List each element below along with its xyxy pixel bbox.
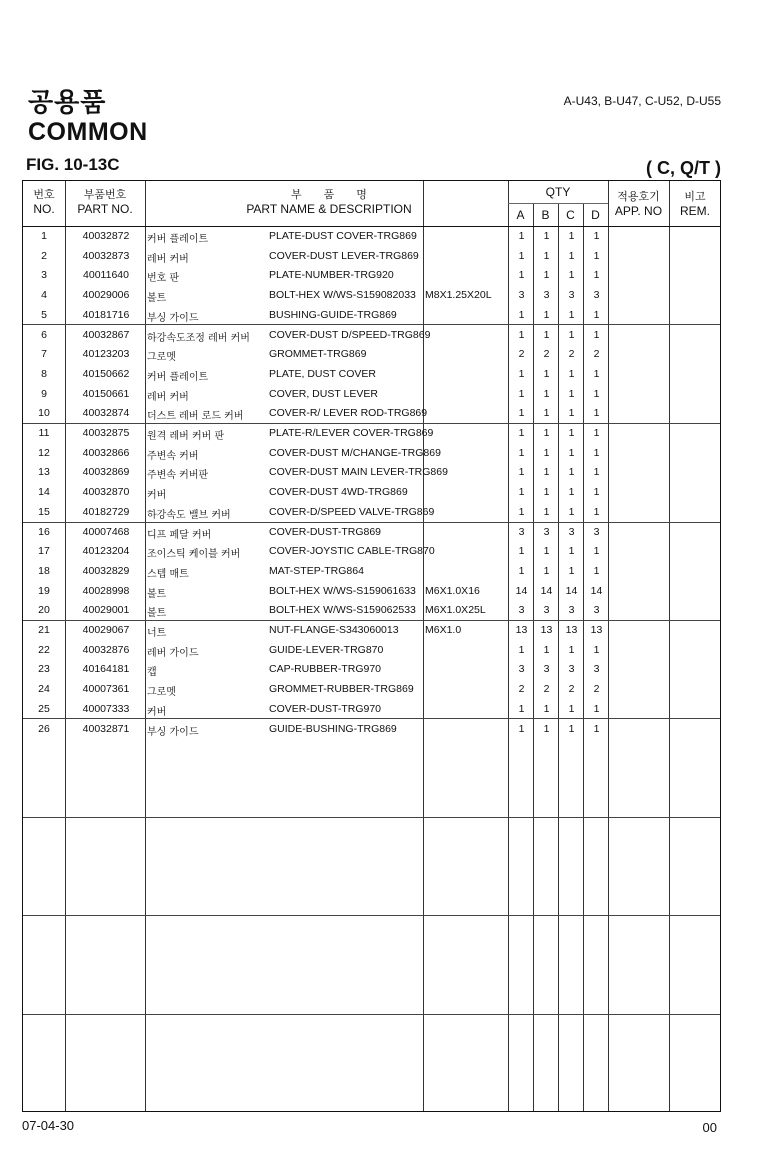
col-name-header <box>145 187 513 217</box>
cell-d: 2 <box>593 348 600 361</box>
cell-name-en: COVER-DUST-TRG970 <box>269 702 382 715</box>
cell-part: 40150662 <box>82 367 130 380</box>
cell-name-ko: 주변속 커버판 <box>147 470 209 482</box>
cell-no: 14 <box>38 486 50 499</box>
cell-a: 1 <box>518 407 525 420</box>
table-row <box>23 384 720 404</box>
cell-c: 2 <box>568 348 575 361</box>
cell-d: 1 <box>593 722 600 735</box>
table-row <box>23 344 720 364</box>
cell-part: 40007468 <box>82 525 130 538</box>
cell-name-en: COVER-JOYSTIC CABLE-TRG870 <box>269 545 435 558</box>
cell-no: 1 <box>41 230 47 242</box>
cell-b: 3 <box>543 525 550 538</box>
cell-c: 1 <box>568 505 575 518</box>
cell-part: 40164181 <box>82 663 130 676</box>
model-list: A-U43, B-U47, C-U52, D-U55 <box>563 94 721 108</box>
cell-name-ko: 하강속도 밸브 커버 <box>147 509 231 521</box>
cell-part: 40032870 <box>82 486 130 499</box>
cell-a: 1 <box>518 387 525 400</box>
cell-name-en: GROMMET-TRG869 <box>269 348 367 361</box>
cell-name-ko: 커버 <box>147 490 167 502</box>
col-app-en: APP. NO <box>614 204 663 218</box>
cell-d: 13 <box>590 624 603 636</box>
cell-part: 40181716 <box>82 308 130 321</box>
cell-no: 26 <box>38 722 50 735</box>
cell-d: 1 <box>593 387 600 400</box>
cell-name-en: CAP-RUBBER-TRG970 <box>269 663 382 676</box>
cell-b: 13 <box>540 624 553 636</box>
cell-a: 1 <box>518 269 525 282</box>
cell-no: 17 <box>38 545 50 558</box>
cell-no: 9 <box>41 387 47 400</box>
figure-number: FIG. 10-13C <box>26 155 120 174</box>
cell-name-en: COVER-DUST MAIN LEVER-TRG869 <box>269 466 448 479</box>
cell-a: 14 <box>515 584 528 597</box>
cell-a: 1 <box>518 466 525 479</box>
cell-c: 1 <box>568 722 575 735</box>
cell-name-en: PLATE-NUMBER-TRG920 <box>269 269 394 282</box>
cell-c: 14 <box>565 584 578 597</box>
table-row <box>23 285 720 305</box>
cell-c: 3 <box>568 663 575 676</box>
cell-c: 1 <box>568 643 575 656</box>
cell-c: 1 <box>568 407 575 420</box>
cell-b: 1 <box>543 466 550 479</box>
cell-no: 7 <box>41 348 47 361</box>
cell-no: 19 <box>38 584 50 597</box>
cell-name-ko: 너트 <box>147 628 167 639</box>
cell-no: 18 <box>38 564 50 577</box>
cell-a: 1 <box>518 643 525 656</box>
col-no-header <box>23 187 65 217</box>
cell-d: 2 <box>593 683 600 696</box>
cell-part: 40182729 <box>82 505 130 518</box>
cell-b: 1 <box>543 427 550 439</box>
cell-a: 1 <box>518 722 525 735</box>
cell-name-en: PLATE-DUST COVER-TRG869 <box>269 230 417 242</box>
cell-d: 1 <box>593 367 600 380</box>
cell-b: 2 <box>543 683 550 696</box>
cell-a: 1 <box>518 427 525 439</box>
cell-no: 2 <box>41 249 47 262</box>
page-title-korean: 공용품 <box>28 88 107 118</box>
cell-c: 1 <box>568 230 575 242</box>
cell-a: 1 <box>518 367 525 380</box>
cell-name-ko: 디프 페달 커버 <box>147 529 212 541</box>
cell-part: 40032873 <box>82 249 130 262</box>
cell-a: 1 <box>518 328 525 341</box>
table-row <box>23 561 720 581</box>
cell-spec: M6X1.0X25L <box>425 604 486 617</box>
cell-part: 40029067 <box>82 624 130 636</box>
cell-name-ko: 볼트 <box>147 588 167 600</box>
cell-c: 1 <box>568 702 575 715</box>
table-row <box>23 699 720 719</box>
cell-part: 40032871 <box>82 722 130 735</box>
cell-no: 22 <box>38 643 50 656</box>
cell-c: 1 <box>568 466 575 479</box>
cell-part: 40032869 <box>82 466 130 479</box>
cell-name-ko: 레버 커버 <box>147 253 189 265</box>
cell-name-ko: 커버 <box>147 706 167 718</box>
table-row <box>23 265 720 285</box>
cell-d: 1 <box>593 328 600 341</box>
cell-name-en: COVER-DUST LEVER-TRG869 <box>269 249 419 262</box>
cell-c: 1 <box>568 427 575 439</box>
cell-name-en: GUIDE-BUSHING-TRG869 <box>269 722 397 735</box>
cell-d: 3 <box>593 663 600 676</box>
cell-a: 1 <box>518 505 525 518</box>
cell-no: 24 <box>38 683 50 696</box>
cell-c: 13 <box>565 624 578 636</box>
cell-a: 2 <box>518 683 525 696</box>
cell-spec: M6X1.0 <box>425 624 462 636</box>
table-row <box>23 482 720 502</box>
cell-c: 1 <box>568 486 575 499</box>
cell-part: 40032875 <box>82 427 130 439</box>
table-row <box>23 659 720 679</box>
cell-b: 1 <box>543 545 550 558</box>
cell-name-en: BUSHING-GUIDE-TRG869 <box>269 308 397 321</box>
cell-name-ko: 하강속도조정 레버 커버 <box>147 332 250 344</box>
cell-b: 3 <box>543 604 550 617</box>
cell-d: 1 <box>593 564 600 577</box>
cell-part: 40011640 <box>83 269 129 282</box>
cell-c: 1 <box>568 367 575 380</box>
cell-d: 1 <box>593 643 600 656</box>
cell-name-en: COVER-DUST 4WD-TRG869 <box>269 486 408 499</box>
footer-date: 07-04-30 <box>22 1118 75 1133</box>
cell-name-en: BOLT-HEX W/WS-S159061633 <box>269 584 416 597</box>
cell-c: 3 <box>568 289 575 302</box>
cell-b: 1 <box>543 446 550 459</box>
cell-a: 3 <box>518 525 525 538</box>
table-row <box>23 719 720 739</box>
cell-d: 1 <box>593 545 600 558</box>
col-qty-a: A <box>516 208 525 222</box>
table-row <box>23 640 720 660</box>
cell-part: 40123203 <box>82 348 130 361</box>
cell-d: 1 <box>593 407 600 420</box>
cell-b: 14 <box>540 584 553 597</box>
cell-name-ko: 부싱 가이드 <box>147 726 199 738</box>
cell-b: 1 <box>543 230 550 242</box>
cell-d: 14 <box>590 584 603 597</box>
cell-a: 3 <box>518 289 525 302</box>
col-no-en: NO. <box>33 202 55 216</box>
col-app-ko: 적용호기 <box>617 190 660 203</box>
col-part-ko: 부품번호 <box>83 188 127 201</box>
cell-d: 3 <box>593 604 600 617</box>
cell-name-ko: 주변속 커버 <box>147 450 199 462</box>
col-qty-c: C <box>566 208 575 222</box>
cell-a: 1 <box>518 446 525 459</box>
cell-d: 1 <box>593 505 600 518</box>
cell-d: 3 <box>593 289 600 302</box>
cell-spec: M6X1.0X16 <box>425 584 480 597</box>
cell-c: 1 <box>568 545 575 558</box>
col-qty-header: QTY <box>545 185 571 199</box>
cell-name-ko: 조이스틱 케이블 커버 <box>147 549 241 561</box>
cell-name-ko: 볼트 <box>147 293 167 305</box>
table-row <box>23 581 720 601</box>
cell-c: 3 <box>568 525 575 538</box>
cell-part: 40032872 <box>82 230 130 242</box>
cell-no: 23 <box>38 663 50 676</box>
cell-d: 1 <box>593 427 600 439</box>
cell-a: 13 <box>515 624 528 636</box>
cell-no: 20 <box>38 604 50 617</box>
cell-name-ko: 그로멧 <box>147 352 176 364</box>
cell-name-en: COVER-D/SPEED VALVE-TRG869 <box>269 505 435 518</box>
col-name-ko: 부 품 명 <box>291 188 367 201</box>
cell-a: 1 <box>518 308 525 321</box>
table-row <box>23 679 720 699</box>
cell-d: 1 <box>593 466 600 479</box>
cell-no: 12 <box>38 446 50 459</box>
cell-d: 1 <box>593 446 600 459</box>
cell-no: 13 <box>38 466 50 479</box>
cell-part: 40150661 <box>82 387 130 400</box>
cell-b: 1 <box>543 643 550 656</box>
col-name-en: PART NAME & DESCRIPTION <box>246 202 412 216</box>
cell-name-ko: 레버 커버 <box>147 391 189 403</box>
cell-b: 1 <box>543 249 550 262</box>
cell-c: 1 <box>568 249 575 262</box>
cell-b: 1 <box>543 702 550 715</box>
cell-a: 1 <box>518 702 525 715</box>
cell-name-ko: 번호 판 <box>147 273 180 285</box>
table-row <box>23 305 720 325</box>
cell-name-ko: 그로멧 <box>147 687 176 699</box>
cell-part: 40032867 <box>82 328 130 341</box>
table-row <box>23 502 720 522</box>
cell-c: 1 <box>568 328 575 341</box>
cell-b: 1 <box>543 564 550 577</box>
table-row <box>23 403 720 423</box>
cell-no: 21 <box>38 624 50 636</box>
cell-no: 25 <box>38 702 50 715</box>
col-rem-header <box>669 189 721 219</box>
col-rem-en: REM. <box>680 204 710 218</box>
cell-c: 1 <box>568 446 575 459</box>
page-number: 00 <box>702 1120 717 1135</box>
cell-name-ko: 더스트 레버 로드 커버 <box>147 411 244 423</box>
table-row <box>23 541 720 561</box>
cell-name-ko: 캡 <box>147 667 157 679</box>
cell-name-en: COVER-DUST M/CHANGE-TRG869 <box>269 446 441 459</box>
cell-part: 40028998 <box>82 584 130 597</box>
cell-no: 4 <box>41 289 47 302</box>
cell-name-en: COVER-DUST-TRG869 <box>269 525 382 538</box>
cell-name-en: COVER-R/ LEVER ROD-TRG869 <box>269 407 428 420</box>
cell-b: 1 <box>543 407 550 420</box>
cell-part: 40007333 <box>82 702 130 715</box>
cell-name-en: PLATE-R/LEVER COVER-TRG869 <box>269 427 434 439</box>
cell-d: 1 <box>593 249 600 262</box>
col-no-ko: 번호 <box>33 188 55 201</box>
cell-a: 1 <box>518 249 525 262</box>
col-part-en: PART NO. <box>77 202 133 216</box>
cell-b: 1 <box>543 722 550 735</box>
cell-b: 1 <box>543 486 550 499</box>
cell-b: 3 <box>543 663 550 676</box>
cell-no: 16 <box>38 525 50 538</box>
table-row <box>23 364 720 384</box>
table-row <box>23 600 720 620</box>
cell-part: 40032874 <box>82 407 130 420</box>
col-qty-b: B <box>541 208 550 222</box>
cell-a: 3 <box>518 604 525 617</box>
cell-no: 3 <box>41 269 47 282</box>
cell-part: 40032876 <box>82 643 130 656</box>
cell-part: 40032866 <box>82 446 130 459</box>
cell-name-en: COVER-DUST D/SPEED-TRG869 <box>269 328 431 341</box>
cell-a: 1 <box>518 230 525 242</box>
cell-b: 3 <box>543 289 550 302</box>
cell-name-en: GROMMET-RUBBER-TRG869 <box>269 683 414 696</box>
cell-d: 1 <box>593 486 600 499</box>
cell-c: 3 <box>568 604 575 617</box>
cell-a: 1 <box>518 545 525 558</box>
cell-b: 2 <box>543 348 550 361</box>
col-rem-ko: 비고 <box>684 190 706 203</box>
cell-b: 1 <box>543 367 550 380</box>
cell-d: 1 <box>593 269 600 282</box>
cell-part: 40123204 <box>82 545 130 558</box>
cell-no: 8 <box>41 367 47 380</box>
cell-b: 1 <box>543 505 550 518</box>
cell-a: 3 <box>518 663 525 676</box>
cell-b: 1 <box>543 269 550 282</box>
cell-name-ko: 부싱 가이드 <box>147 312 199 324</box>
cell-name-en: MAT-STEP-TRG864 <box>269 564 364 577</box>
cell-a: 2 <box>518 348 525 361</box>
cell-name-en: BOLT-HEX W/WS-S159062533 <box>269 604 416 617</box>
cell-d: 1 <box>593 308 600 321</box>
cell-spec: M8X1.25X20L <box>425 289 492 302</box>
cell-d: 1 <box>593 702 600 715</box>
cell-b: 1 <box>543 328 550 341</box>
cell-name-en: NUT-FLANGE-S343060013 <box>269 624 399 636</box>
cell-name-ko: 원격 레버 커버 판 <box>147 431 225 442</box>
cell-c: 1 <box>568 269 575 282</box>
cell-d: 1 <box>593 230 600 242</box>
cell-no: 5 <box>41 308 47 321</box>
cell-d: 3 <box>593 525 600 538</box>
cell-no: 6 <box>41 328 47 341</box>
cell-name-ko: 스텝 매트 <box>147 568 189 580</box>
cell-part: 40029006 <box>82 289 130 302</box>
cell-name-ko: 커버 플레이트 <box>147 371 209 383</box>
cell-c: 1 <box>568 387 575 400</box>
cell-c: 2 <box>568 683 575 696</box>
table-row <box>23 246 720 266</box>
col-part-header <box>65 187 145 217</box>
spec-label: ( C, Q/T ) <box>646 158 721 178</box>
cell-part: 40029001 <box>82 604 130 617</box>
cell-b: 1 <box>543 387 550 400</box>
cell-name-en: COVER, DUST LEVER <box>269 387 378 400</box>
cell-no: 11 <box>38 427 50 439</box>
cell-a: 1 <box>518 564 525 577</box>
cell-name-en: BOLT-HEX W/WS-S159082033 <box>269 289 416 302</box>
parts-table <box>22 180 721 1112</box>
cell-b: 1 <box>543 308 550 321</box>
cell-c: 1 <box>568 308 575 321</box>
cell-a: 1 <box>518 486 525 499</box>
cell-no: 10 <box>38 407 50 420</box>
cell-name-en: GUIDE-LEVER-TRG870 <box>269 643 384 656</box>
table-row <box>23 325 720 345</box>
cell-part: 40032829 <box>82 564 130 577</box>
page-title: COMMON <box>28 118 148 146</box>
table-row <box>23 462 720 482</box>
col-app-header <box>608 189 669 219</box>
table-row <box>23 443 720 463</box>
cell-no: 15 <box>38 505 50 518</box>
col-qty-d: D <box>591 208 600 222</box>
cell-name-ko: 커버 플레이트 <box>147 234 209 245</box>
cell-name-ko: 레버 가이드 <box>147 647 199 659</box>
table-row <box>23 522 720 542</box>
cell-part: 40007361 <box>82 683 130 696</box>
cell-c: 1 <box>568 564 575 577</box>
table-row <box>23 226 720 246</box>
table-row <box>23 620 720 640</box>
cell-name-ko: 볼트 <box>147 608 167 620</box>
table-row <box>23 423 720 443</box>
cell-name-en: PLATE, DUST COVER <box>269 367 376 380</box>
